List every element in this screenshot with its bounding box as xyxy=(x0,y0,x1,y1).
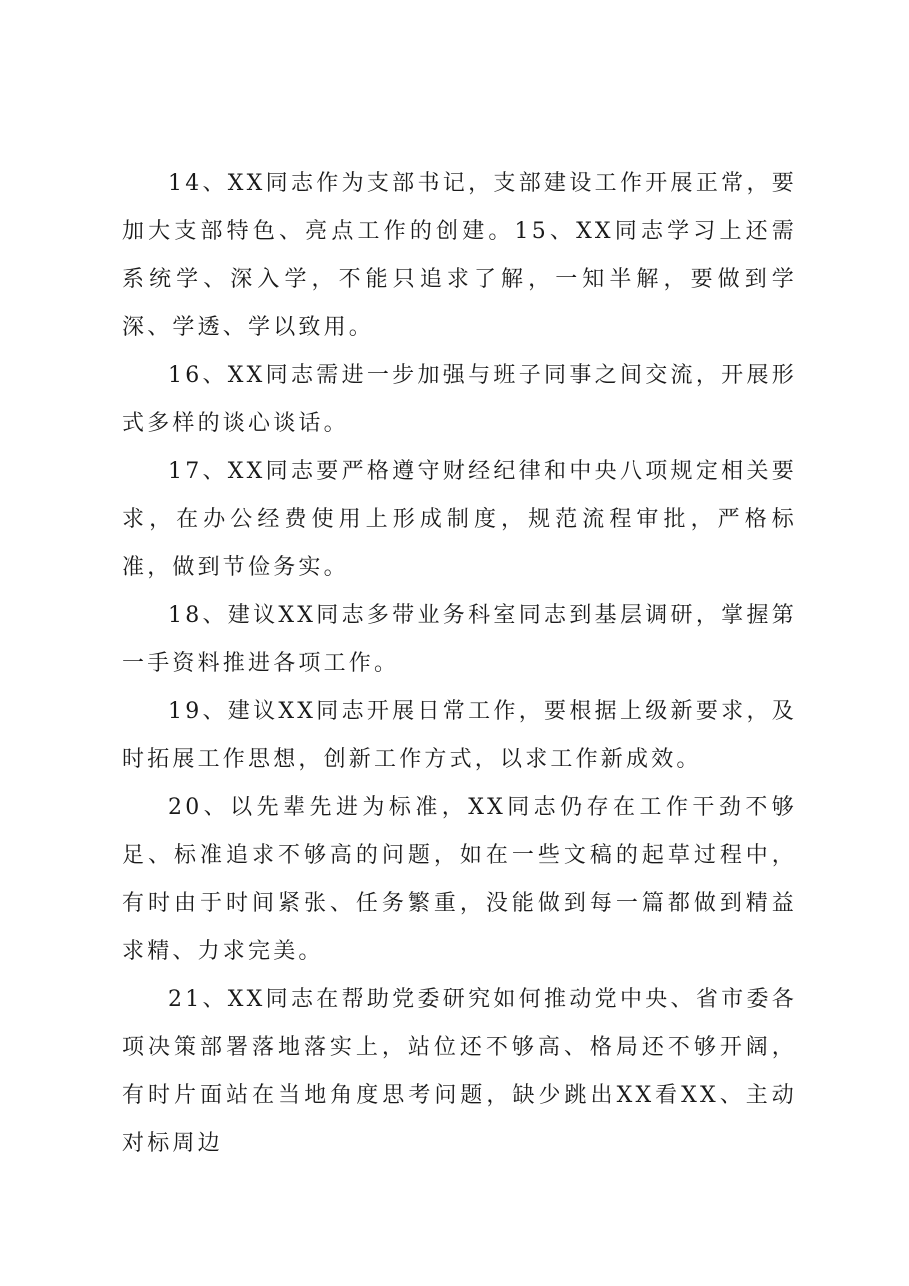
paragraph-19: 19、建议XX同志开展日常工作，要根据上级新要求，及时拓展工作思想，创新工作方式，以求工作新成效。 xyxy=(122,699,797,772)
paragraph-14-15: 14、XX同志作为支部书记，支部建设工作开展正常，要加大支部特色、亮点工作的创建。15、XX同志学习上还需系统学、深入学，不能只追求了解，一知半解，要做到学深、学透、学以致用。 xyxy=(122,171,797,340)
document-body xyxy=(122,160,797,1168)
paragraph-18: 18、建议XX同志多带业务科室同志到基层调研，掌握第一手资料推进各项工作。 xyxy=(122,603,797,676)
paragraph-21: 21、XX同志在帮助党委研究如何推动党中央、省市委各项决策部署落地落实上，站位还不够高、格局还不够开阔，有时片面站在当地角度思考问题，缺少跳出XX看XX、主动对标周边 xyxy=(122,987,797,1156)
paragraph-20: 20、以先辈先进为标准，XX同志仍存在工作干劲不够足、标准追求不够高的问题，如在一些文稿的起草过程中，有时由于时间紧张、任务繁重，没能做到每一篇都做到精益求精、力求完美。 xyxy=(122,795,797,964)
paragraph-17: 17、XX同志要严格遵守财经纪律和中央八项规定相关要求，在办公经费使用上形成制度，规范流程审批，严格标准，做到节俭务实。 xyxy=(122,459,797,580)
paragraph-16: 16、XX同志需进一步加强与班子同事之间交流，开展形式多样的谈心谈话。 xyxy=(122,363,797,436)
